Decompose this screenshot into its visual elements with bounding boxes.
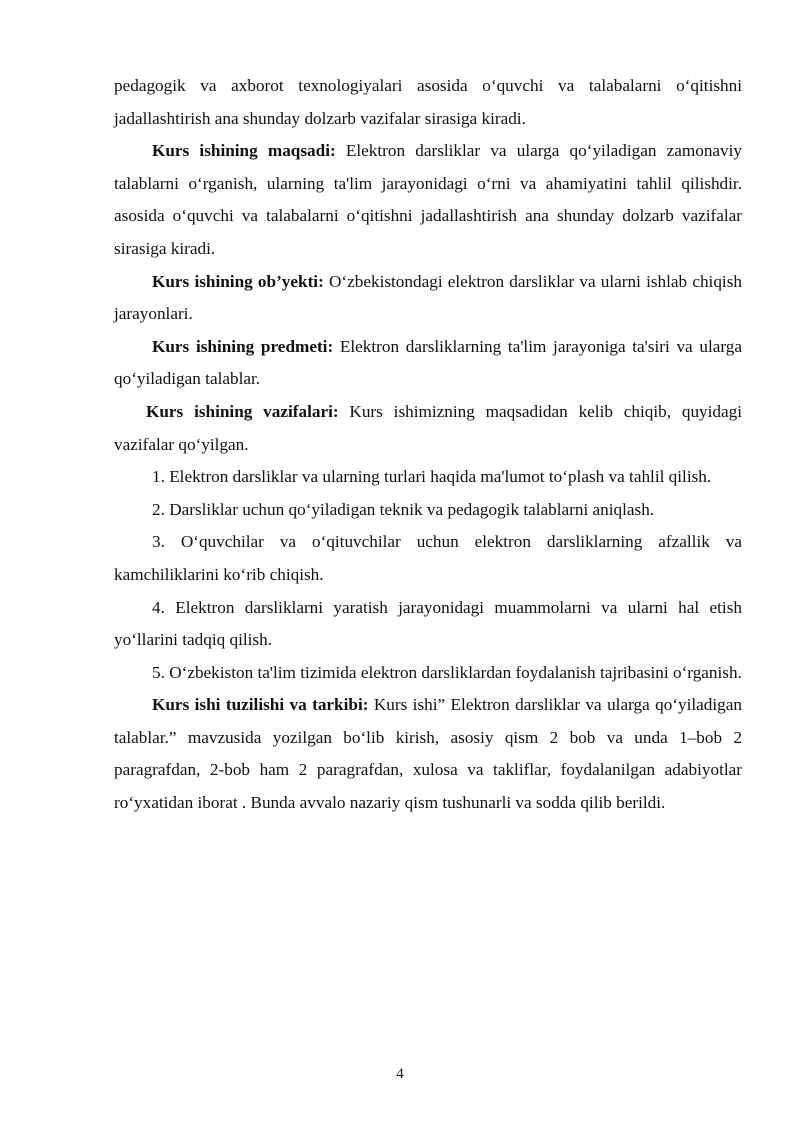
paragraph-predmet [114,331,742,396]
document-page [114,70,742,820]
paragraph-heading: Kurs ishining vazifalari: [146,401,339,421]
paragraph-text: Elektron darsliklarning ta'lim jarayoniga ta'siri va ularga qo‘yiladigan talablar. [114,336,743,389]
task-item-1 [114,461,742,494]
task-text: 1. Elektron darsliklar va ularning turlari haqida ma'lumot to‘plash va tahlil qilish. [152,467,712,487]
task-item-4 [114,592,742,657]
task-item-2 [114,494,742,527]
paragraph-text: O‘zbekistondagi elektron darsliklar va ularni ishlab chiqish jarayonlari. [114,271,742,324]
task-item-3 [114,526,742,591]
page-number: 4 [396,1066,404,1082]
paragraph-text: pedagogik va axborot texnologiyalari asosida o‘quvchi va talabalarni o‘qitishni jadallashtirish ana shunday dolzarb vazifalar sirasiga kiradi. [114,76,742,128]
paragraph-obyekt [114,266,742,331]
paragraph-text: Kurs ishi” Elektron darsliklar va ularga qo‘yiladigan talablar.” mavzusida yozilgan bo‘lib kirish, asosiy qism 2 bob va unda 1–bob 2 paragrafdan, 2-bob ham 2 paragrafdan, xulosa va takliflar, foydalanilgan adabiyotlar ro‘yxatidan iborat . Bunda avvalo nazariy qism tushunarli va sodda qilib berildi. [114,695,742,813]
paragraph-maqsad [114,135,742,265]
task-text: 4. Elektron darsliklarni yaratish jarayonidagi muammolarni va ularni hal etish yo‘llarini tadqiq qilish. [114,597,742,650]
paragraph-text: Elektron darsliklar va ularga qo‘yiladigan zamonaviy talablarni o‘rganish, ularning ta'lim jarayonidagi o‘rni va ahamiyatini tahlil qilishdir. asosida o‘quvchi va talabalarni o‘qitishni jadallashtirish ana shunday dolzarb vazifalar sirasiga kiradi. [114,141,742,258]
paragraph-heading: Kurs ishining ob’yekti: [152,271,324,291]
task-item-5 [114,657,742,690]
paragraph-heading: Kurs ishi tuzilishi va tarkibi: [152,695,369,715]
task-text: 5. O‘zbekiston ta'lim tizimida elektron darsliklardan foydalanish tajribasini o‘rganish. [152,662,742,682]
task-text: 2. Darsliklar uchun qo‘yiladigan teknik va pedagogik talablarni aniqlash. [152,499,655,519]
paragraph-heading: Kurs ishining maqsadi: [152,141,336,161]
paragraph-heading: Kurs ishining predmeti: [152,336,334,356]
paragraph-text: Kurs ishimizning maqsadidan kelib chiqib, quyidagi vazifalar qo‘yilgan. [114,401,742,454]
paragraph-intro-continuation [114,70,742,135]
paragraph-structure [114,689,742,819]
task-text: 3. O‘quvchilar va o‘qituvchilar uchun elektron darsliklarning afzallik va kamchiliklarini ko‘rib chiqish. [114,532,742,584]
paragraph-vazifalar [114,396,742,461]
